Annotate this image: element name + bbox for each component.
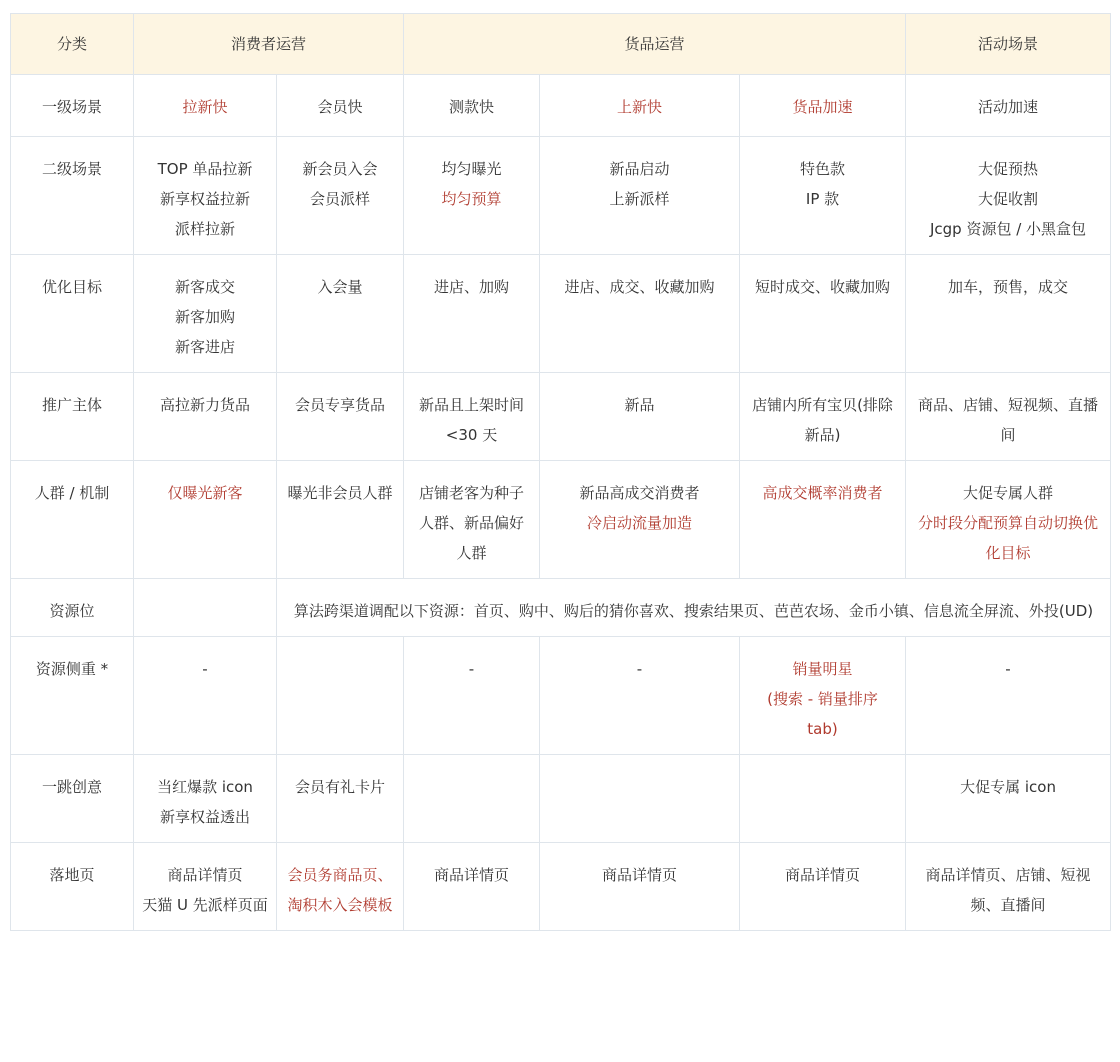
cell: - xyxy=(404,637,540,755)
row-level2 xyxy=(11,137,1111,255)
cell-line: 新品高成交消费者 xyxy=(579,484,700,502)
cell: 大促专属 icon xyxy=(906,755,1111,843)
cell: 会员快 xyxy=(277,75,404,137)
row-label: 资源侧重 * xyxy=(11,637,134,755)
cell: 进店、成交、收藏加购 xyxy=(540,255,740,373)
cell: 活动加速 xyxy=(906,75,1111,137)
row-creative xyxy=(11,755,1111,843)
header-category: 分类 xyxy=(11,14,134,75)
row-subject xyxy=(11,373,1111,461)
cell xyxy=(540,137,740,255)
cell-empty xyxy=(134,579,277,637)
cell-line: 会员派样 xyxy=(310,190,371,208)
cell-line: 派样拉新 xyxy=(174,220,235,238)
cell: - xyxy=(540,637,740,755)
cell xyxy=(740,637,906,755)
cell: 上新快 xyxy=(540,75,740,137)
cell: 商品详情页 xyxy=(540,843,740,931)
cell-line: 新会员入会 xyxy=(302,160,378,178)
cell-line: IP 款 xyxy=(805,190,840,208)
cell xyxy=(134,255,277,373)
cell: - xyxy=(134,637,277,755)
cell-line: TOP 单品拉新 xyxy=(157,160,253,178)
cell-line: (搜索 - 销量排序 xyxy=(767,690,878,708)
cell-line: 新享权益透出 xyxy=(159,808,250,826)
cell: 店铺内所有宝贝(排除新品) xyxy=(740,373,906,461)
row-label: 推广主体 xyxy=(11,373,134,461)
cell: 商品详情页 xyxy=(404,843,540,931)
cell: 测款快 xyxy=(404,75,540,137)
cell-empty xyxy=(540,755,740,843)
cell-empty xyxy=(277,637,404,755)
cell-line: 大促收割 xyxy=(978,190,1039,208)
row-label: 落地页 xyxy=(11,843,134,931)
cell-line: 特色款 xyxy=(800,160,846,178)
row-label: 资源位 xyxy=(11,579,134,637)
header-activity-scene: 活动场景 xyxy=(906,14,1111,75)
row-level1 xyxy=(11,75,1111,137)
header-row xyxy=(11,14,1111,75)
cell: 算法跨渠道调配以下资源：首页、购中、购后的猜你喜欢、搜索结果页、芭芭农场、金币小镇、信息流全屏流、外投(UD) xyxy=(277,579,1111,637)
cell: 商品详情页 xyxy=(740,843,906,931)
cell-line: 上新派样 xyxy=(609,190,670,208)
cell: 会员专享货品 xyxy=(277,373,404,461)
cell-line: 大促专属人群 xyxy=(963,484,1054,502)
cell-line: 均匀预算 xyxy=(441,190,502,208)
cell xyxy=(277,137,404,255)
row-label: 一跳创意 xyxy=(11,755,134,843)
cell: 新品 xyxy=(540,373,740,461)
cell-line: 均匀曝光 xyxy=(441,160,502,178)
cell-line: 新享权益拉新 xyxy=(159,190,250,208)
cell-line: 冷启动流量加造 xyxy=(587,514,693,532)
cell: 高拉新力货品 xyxy=(134,373,277,461)
header-goods-ops: 货品运营 xyxy=(404,14,906,75)
cell: 货品加速 xyxy=(740,75,906,137)
cell-line: 商品详情页 xyxy=(167,866,243,884)
cell-line: 新客进店 xyxy=(174,338,235,356)
row-resource xyxy=(11,579,1111,637)
row-resource-focus xyxy=(11,637,1111,755)
cell xyxy=(740,137,906,255)
row-crowd xyxy=(11,461,1111,579)
cell-line: Jcgp 资源包 / 小黑盒包 xyxy=(929,220,1087,238)
cell xyxy=(906,461,1111,579)
cell: 商品详情页、店铺、短视频、直播间 xyxy=(906,843,1111,931)
cell: 入会量 xyxy=(277,255,404,373)
cell: 商品、店铺、短视频、直播间 xyxy=(906,373,1111,461)
cell-line: 天猫 U 先派样页面 xyxy=(142,896,268,914)
row-label: 人群 / 机制 xyxy=(11,461,134,579)
header-consumer-ops: 消费者运营 xyxy=(134,14,404,75)
ops-scene-table xyxy=(10,13,1111,931)
cell xyxy=(906,137,1111,255)
cell: 短时成交、收藏加购 xyxy=(740,255,906,373)
cell xyxy=(134,843,277,931)
cell xyxy=(540,461,740,579)
cell-line: 销量明星 xyxy=(792,660,853,678)
cell: 仅曝光新客 xyxy=(134,461,277,579)
cell-line: 大促预热 xyxy=(978,160,1039,178)
cell xyxy=(134,137,277,255)
cell-line: 分时段分配预算自动切换优化目标 xyxy=(918,514,1099,562)
cell-line: 新客加购 xyxy=(174,308,235,326)
row-label: 优化目标 xyxy=(11,255,134,373)
row-label: 二级场景 xyxy=(11,137,134,255)
cell-line: 当红爆款 icon xyxy=(157,778,253,796)
cell-empty xyxy=(740,755,906,843)
cell: 曝光非会员人群 xyxy=(277,461,404,579)
row-landing xyxy=(11,843,1111,931)
row-target xyxy=(11,255,1111,373)
cell: 会员务商品页、淘积木入会模板 xyxy=(277,843,404,931)
cell xyxy=(404,137,540,255)
cell: 加车，预售，成交 xyxy=(906,255,1111,373)
cell: - xyxy=(906,637,1111,755)
cell-line: tab) xyxy=(807,720,838,738)
row-label: 一级场景 xyxy=(11,75,134,137)
cell-line: 新品启动 xyxy=(609,160,670,178)
cell: 会员有礼卡片 xyxy=(277,755,404,843)
cell: 新品且上架时间 <30 天 xyxy=(404,373,540,461)
cell-empty xyxy=(404,755,540,843)
cell: 高成交概率消费者 xyxy=(740,461,906,579)
cell-line: 新客成交 xyxy=(174,278,235,296)
cell xyxy=(134,755,277,843)
cell: 进店、加购 xyxy=(404,255,540,373)
cell: 店铺老客为种子人群、新品偏好人群 xyxy=(404,461,540,579)
cell: 拉新快 xyxy=(134,75,277,137)
